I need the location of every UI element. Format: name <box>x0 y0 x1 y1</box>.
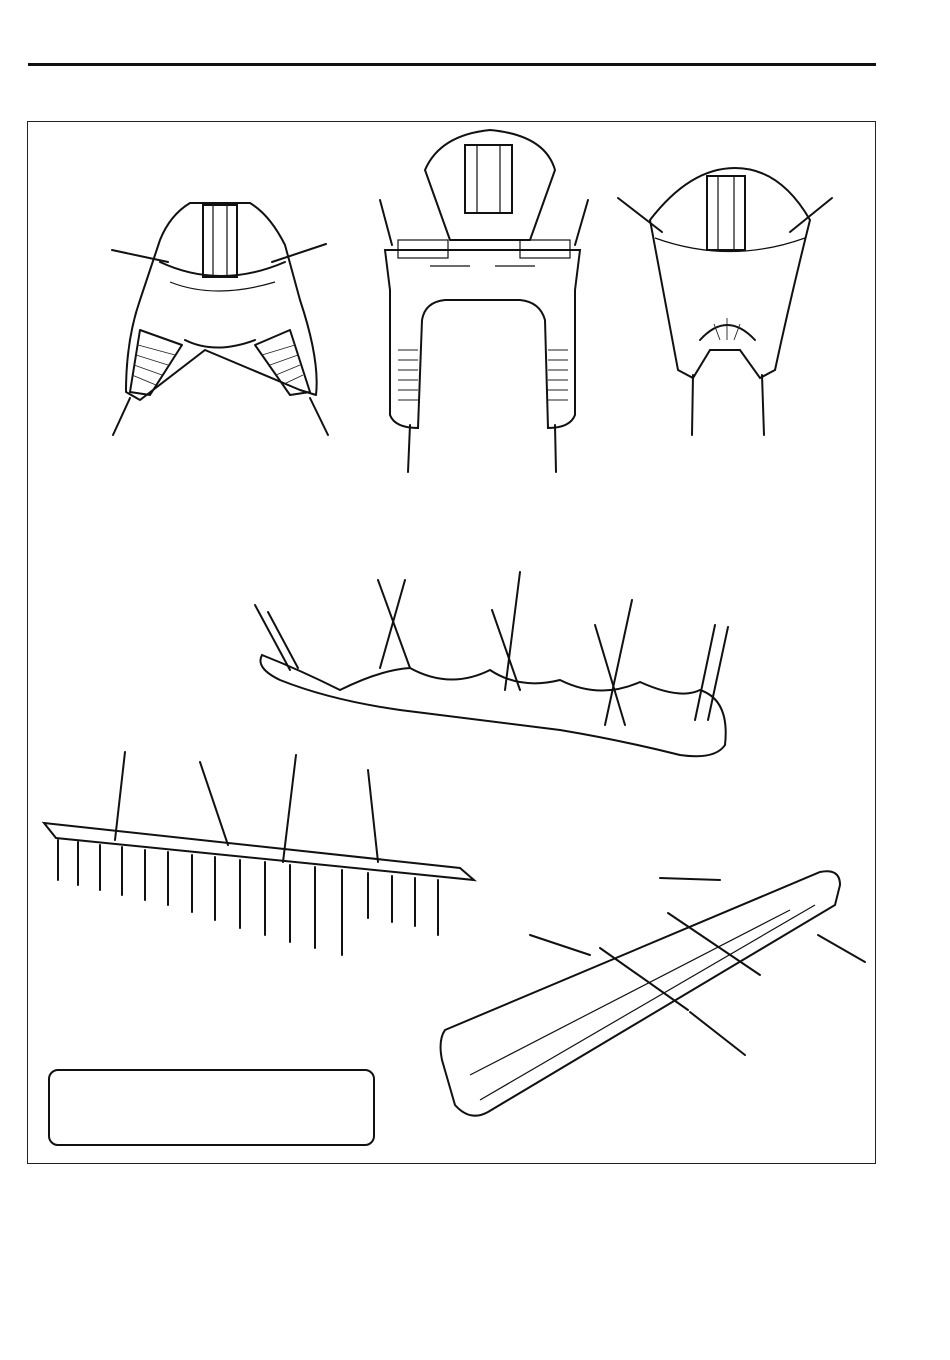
hammock-sling-icon <box>618 168 832 435</box>
caption-box <box>48 1069 375 1146</box>
strap-sling-icon <box>44 752 474 955</box>
divided-leg-sling-icon <box>380 130 588 472</box>
full-body-sling-icon <box>255 572 728 756</box>
stretcher-frame-icon <box>441 871 865 1115</box>
general-purpose-sling-icon <box>112 203 328 435</box>
